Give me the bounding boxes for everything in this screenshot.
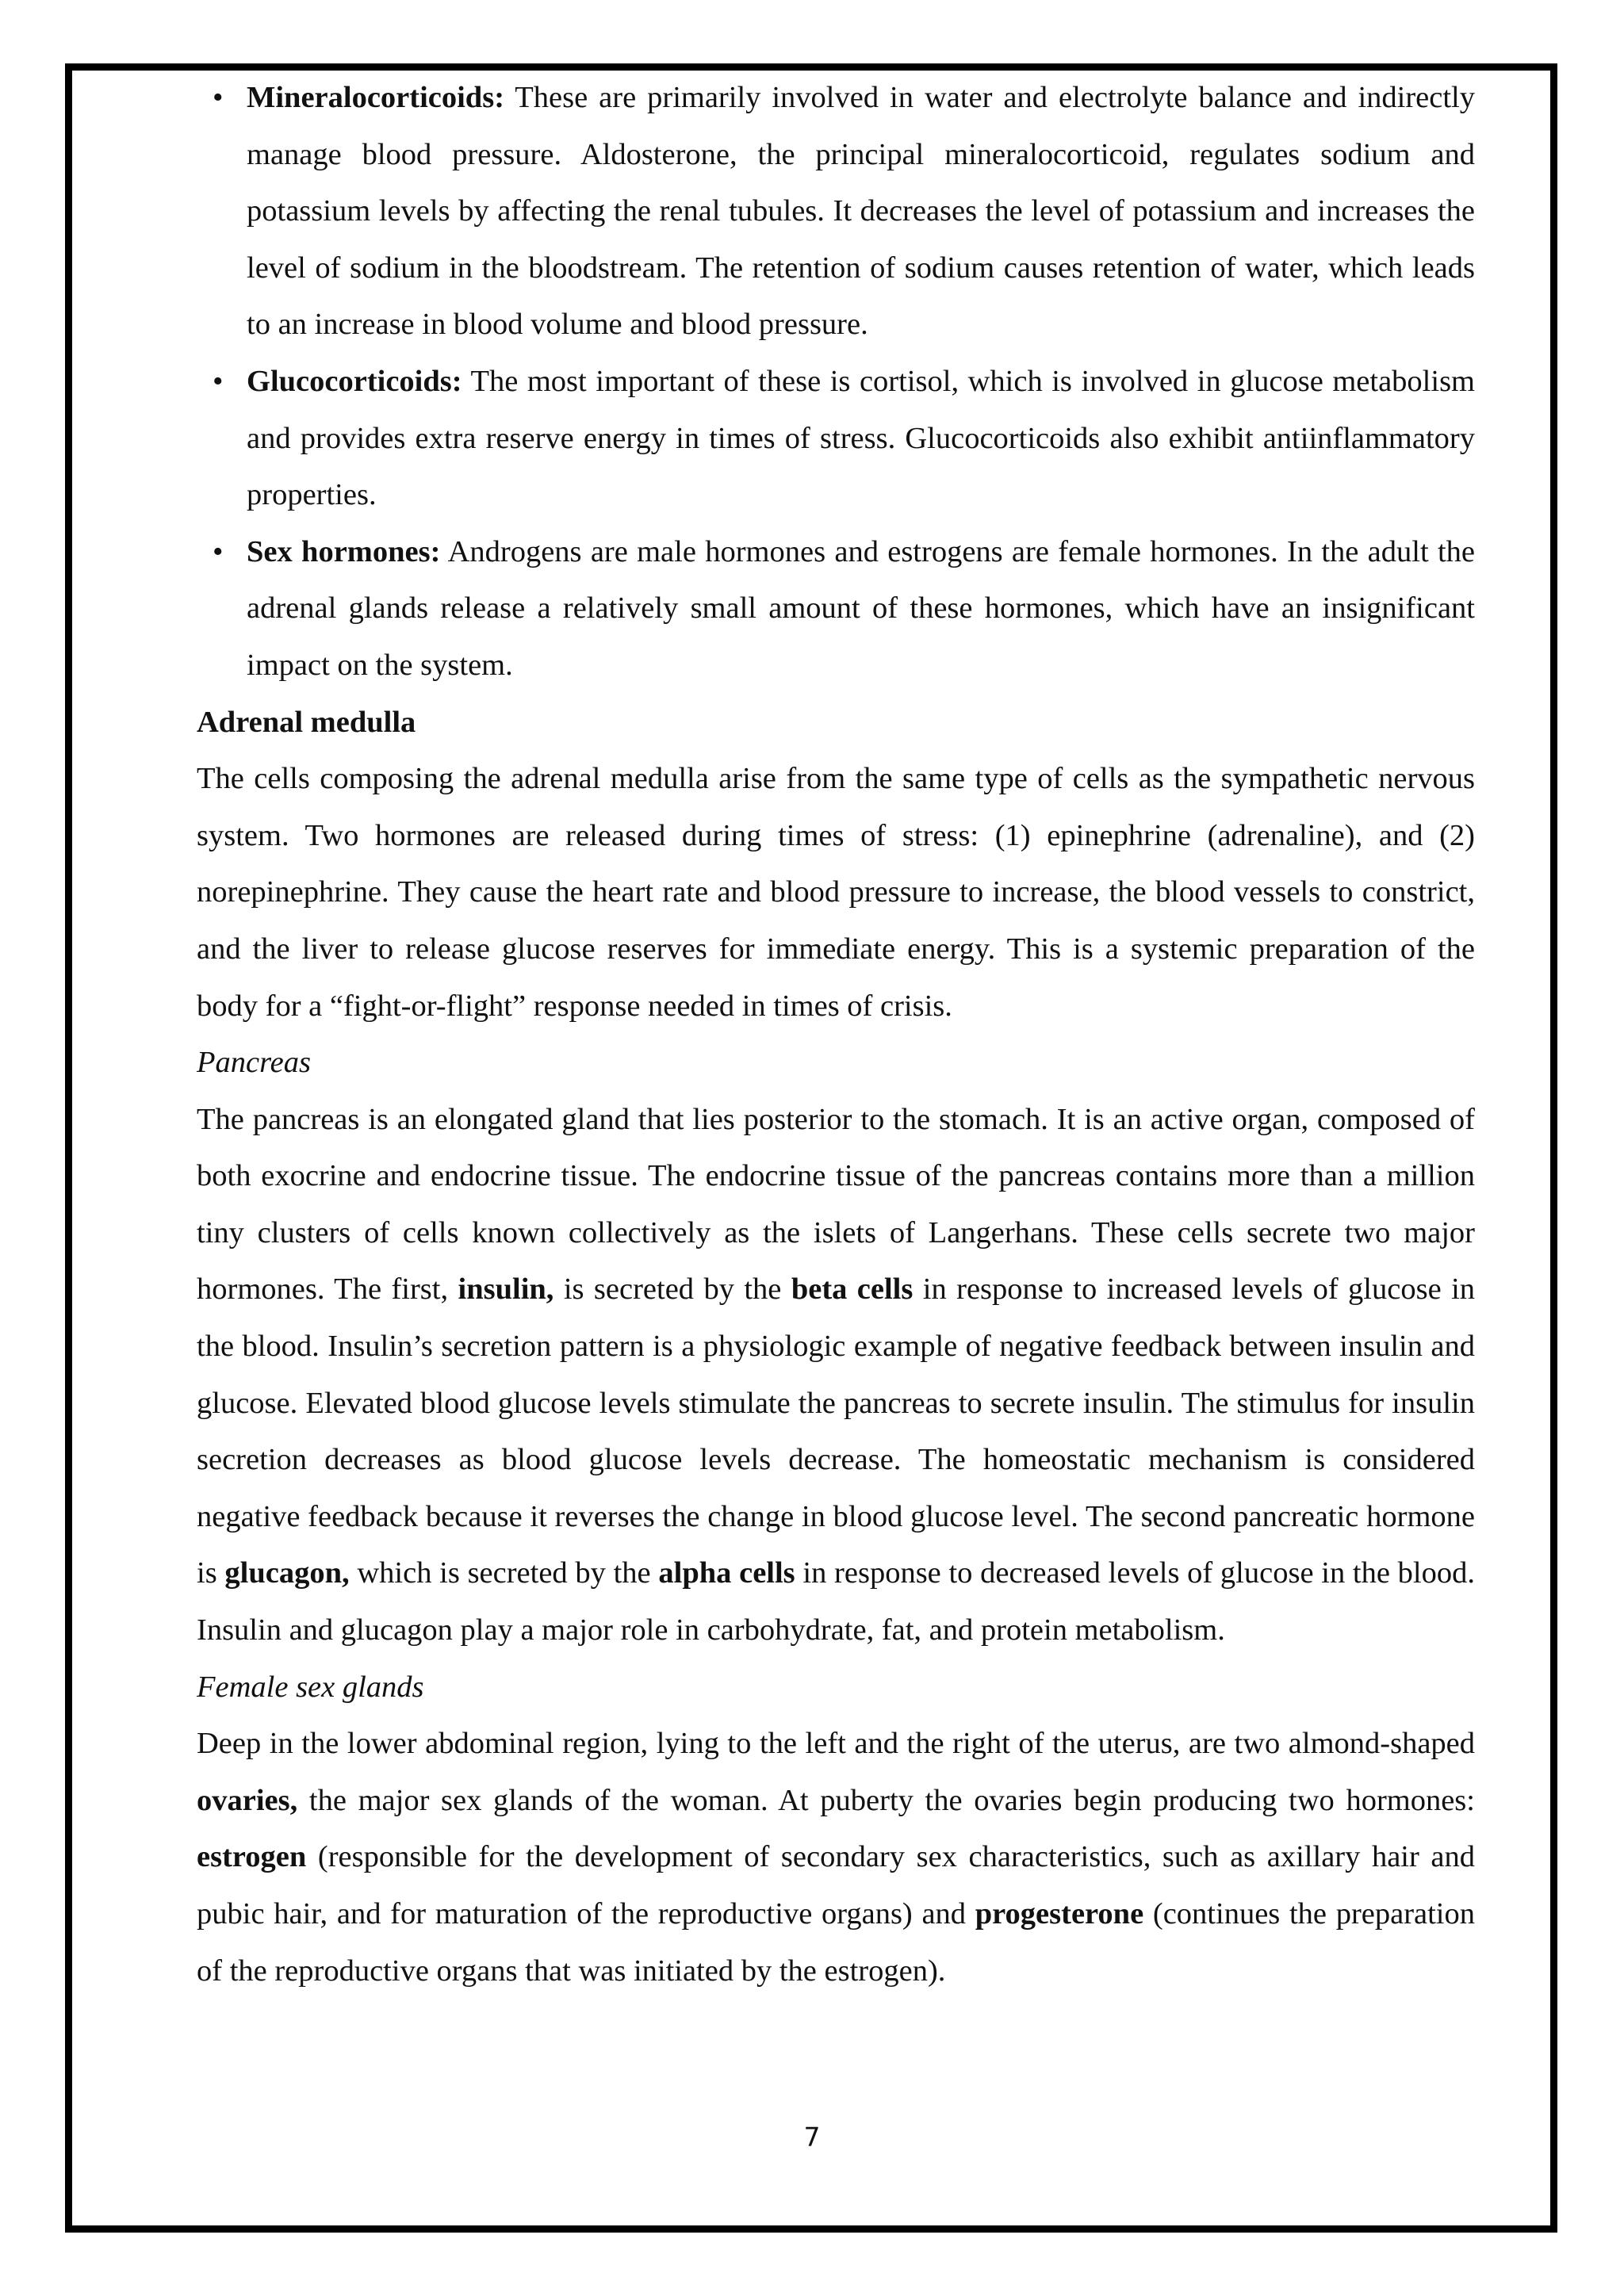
term-insulin: insulin, [458,1272,554,1307]
term-beta-cells: beta cells [791,1272,914,1307]
term-alpha-cells: alpha cells [658,1556,795,1590]
heading-female-sex-glands: Female sex glands [197,1670,424,1704]
bullet-term: Glucocorticoids: [247,364,462,398]
text-run: the major sex glands of the woman. At puberty the ovaries begin producing two hormones: [297,1783,1475,1817]
bullet-term: Mineralocorticoids: [247,81,505,114]
heading-pancreas: Pancreas [197,1046,311,1080]
document-body [197,70,1475,1999]
bullet-text: These are primarily involved in water and electrolyte balance and indirectly manage blood pressure. Aldosterone, the principal mineralocorticoid, regulates sodium and potassium levels by affecting the renal tubules. It decreases the level of potassium and increases the level of sodium in the bloodstream. The retention of sodium causes retention of water, which leads to an increase in blood volume and blood pressure. [247,81,1475,342]
term-ovaries: ovaries, [197,1783,298,1817]
text-run: in response to decreased levels of glucose in the blood. Insulin and glucagon play a major role in carbohydrate, fat, and protein metabolism. [197,1556,1475,1647]
bullet-mineralocorticoids [197,70,1475,354]
text-run: (continues the preparation of the reproductive organs that was initiated by the estrogen). [197,1897,1475,1988]
paragraph-adrenal-medulla: The cells composing the adrenal medulla arise from the same type of cells as the sympathetic nervous system. Two hormones are released during times of stress: (1) epinephrine (adrenaline), and (2) norepinephrine. They cause the heart rate and blood pressure to increase, the blood vessels to constrict, and the liver to release glucose reserves for immediate energy. This is a systemic preparation of the body for a “fight-or-flight” response needed in times of crisis. [197,762,1475,1023]
text-run: which is secreted by the [349,1556,659,1590]
text-run: in response to increased levels of glucose in the blood. Insulin’s secretion pattern is a physiologic example of negative feedback between insulin and glucose. Elevated blood glucose levels stimulate the pancreas to secrete insulin. The stimulus for insulin secretion decreases as blood glucose levels decrease. The homeostatic mechanism is considered negative feedback because it reverses the change in blood glucose level. The second pancreatic hormone is [197,1272,1476,1590]
paragraph-pancreas [197,1092,1475,1659]
heading-adrenal-medulla: Adrenal medulla [197,705,416,739]
text-run: (responsible for the development of secondary sex characteristics, such as axillary hair and pubic hair, and for maturation of the reproductive organs) and [197,1840,1475,1931]
term-glucagon: glucagon, [224,1556,350,1590]
text-run: is secreted by the [553,1272,791,1307]
paragraph-female-sex-glands [197,1716,1475,1999]
bullet-text: The most important of these is cortisol, which is involved in glucose metabolism and provides extra reserve energy in times of stress. Glucocorticoids also exhibit antiinflammatory properties. [247,364,1475,512]
bullet-icon: • [213,364,224,398]
term-estrogen: estrogen [197,1840,307,1874]
page-number: 7 [803,2122,821,2152]
bullet-icon: • [213,81,224,114]
bullet-sex-hormones [197,524,1475,695]
bullet-icon: • [213,534,224,568]
term-progesterone: progesterone [975,1897,1144,1931]
bullet-term: Sex hormones: [247,534,441,568]
text-run: Deep in the lower abdominal region, lying to the left and the right of the uterus, are two almond-shaped [197,1727,1475,1761]
text-run: The pancreas is an elongated gland that lies posterior to the stomach. It is an active organ, composed of both exocrine and endocrine tissue. The endocrine tissue of the pancreas contains more than a million tiny clusters of cells known collectively as the islets of Langerhans. These cells secrete two major hormones. The first, [197,1102,1475,1307]
bullet-glucocorticoids [197,354,1475,524]
bullet-text: Androgens are male hormones and estrogens are female hormones. In the adult the adrenal glands release a relatively small amount of these hormones, which have an insignificant impact on the system. [247,534,1475,682]
